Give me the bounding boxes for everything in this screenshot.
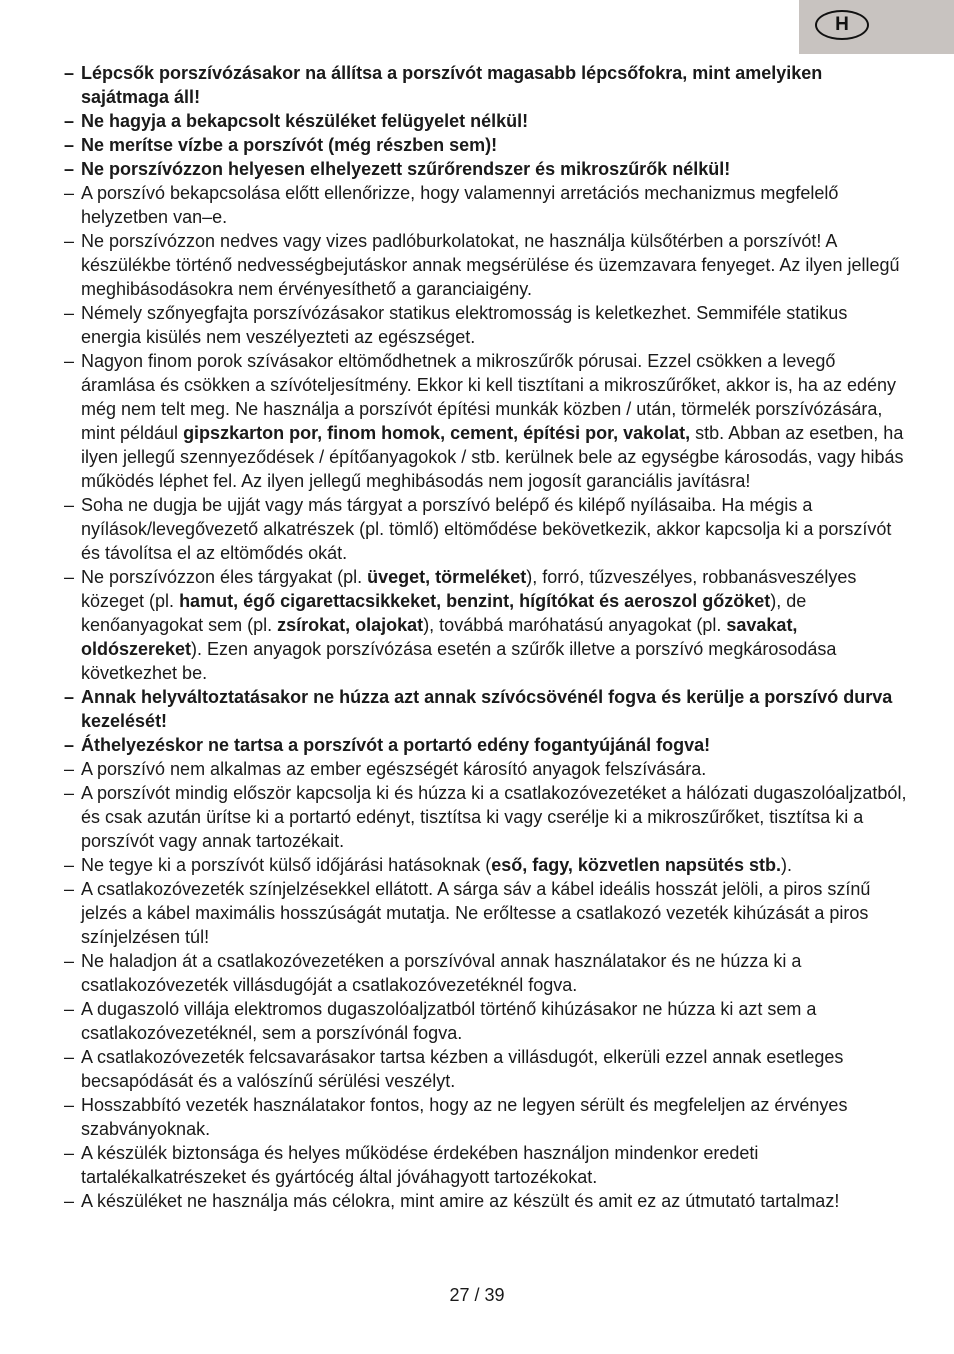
language-tab xyxy=(799,0,954,54)
list-dash: – xyxy=(64,759,75,779)
list-dash: – xyxy=(64,855,75,875)
list-item xyxy=(64,781,912,853)
list-dash: – xyxy=(64,1191,75,1211)
list-item-emphasis: Áthelyezéskor ne tartsa a porszívót a portartó edény fogantyújánál fogva! xyxy=(81,735,711,755)
list-item-text: ), továbbá maróhatású anyagokat (pl. xyxy=(423,615,727,635)
list-item-emphasis: gipszkarton por, finom homok, cement, építési por, vakolat, xyxy=(183,423,691,443)
list-dash: – xyxy=(64,1143,75,1163)
list-item xyxy=(64,853,912,877)
list-item xyxy=(64,109,912,133)
list-item-text: A készüléket ne használja más célokra, mint amire az készült és amit ez az útmutató tartalmaz! xyxy=(81,1191,840,1211)
list-item-text: Soha ne dugja be ujját vagy más tárgyat a porszívó belépő és kilépő nyílásaiba. Ha mégis a nyílások/levegővezető alkatrészek (pl. tömlő) eltömődése bekövetkezik, akkor kapcsolja ki a porszívót és távolítsa el az eltömődés okát. xyxy=(81,495,892,563)
list-dash: – xyxy=(64,111,75,131)
list-dash: – xyxy=(64,951,75,971)
list-dash: – xyxy=(64,783,75,803)
list-item-emphasis: Ne merítse vízbe a porszívót (még részben sem)! xyxy=(81,135,498,155)
list-item xyxy=(64,493,912,565)
list-item xyxy=(64,685,912,733)
list-dash: – xyxy=(64,999,75,1019)
list-item xyxy=(64,757,912,781)
list-item-emphasis: üveget, törmeléket xyxy=(367,567,527,587)
list-item xyxy=(64,997,912,1045)
list-item xyxy=(64,565,912,685)
list-item-text: A dugaszoló villája elektromos dugaszolóaljzatból történő kihúzásakor ne húzza ki azt sem a csatlakozóvezetéknél, sem a porszívónál fogva. xyxy=(81,999,817,1043)
language-badge: H xyxy=(815,10,869,40)
list-dash: – xyxy=(64,159,75,179)
list-item xyxy=(64,133,912,157)
list-item-emphasis: hamut, égő cigarettacsikkeket, benzint, hígítókat és aeroszol gőzöket xyxy=(179,591,771,611)
list-dash: – xyxy=(64,231,75,251)
list-item-text: A készülék biztonsága és helyes működése érdekében használjon mindenkor eredeti tartalékalkatrészeket és gyártócég által jóváhagyott tartozékokat. xyxy=(81,1143,759,1187)
list-dash: – xyxy=(64,351,75,371)
list-item xyxy=(64,733,912,757)
list-item-text: ), de kenőanyagokat sem (pl. xyxy=(81,591,807,635)
list-item xyxy=(64,1093,912,1141)
list-dash: – xyxy=(64,567,75,587)
list-item-text: ). xyxy=(780,855,792,875)
list-dash: – xyxy=(64,1095,75,1115)
list-item-text: Ne porszívózzon nedves vagy vizes padlóburkolatokat, ne használja külsőtérben a porszívót! A készülékbe történő nedvességbejutáskor annak megsérülése és üzemzavara fenyeget. Az ilyen jellegű meghibásodásokra nem érvényesíthető a garanciaigény. xyxy=(81,231,900,299)
list-item xyxy=(64,181,912,229)
safety-instructions-list xyxy=(64,61,912,1213)
list-dash: – xyxy=(64,135,75,155)
list-item-text: Hosszabbító vezeték használatakor fontos, hogy az ne legyen sérült és megfeleljen az érvényes szabványoknak. xyxy=(81,1095,848,1139)
list-item-text: ). Ezen anyagok porszívózása esetén a szűrők illetve a porszívó megkárosodása következhet be. xyxy=(81,639,837,683)
list-item xyxy=(64,301,912,349)
list-item xyxy=(64,1141,912,1189)
list-dash: – xyxy=(64,183,75,203)
list-item-text: ), forró, tűzveszélyes, robbanásveszélyes közeget (pl. xyxy=(81,567,857,611)
list-dash: – xyxy=(64,879,75,899)
list-item xyxy=(64,349,912,493)
list-item-text: Ne haladjon át a csatlakozóvezetéken a porszívóval annak használatakor és ne húzza ki a csatlakozóvezeték villásdugóját a csatlakozóvezetéknél fogva. xyxy=(81,951,802,995)
list-item-emphasis: Annak helyváltoztatásakor ne húzza azt annak szívócsövénél fogva és kerülje a porszívó durva kezelését! xyxy=(81,687,893,731)
list-item-text: A porszívót mindig először kapcsolja ki és húzza ki a csatlakozóvezetéket a hálózati dugaszolóaljzatból, és csak azután ürítse ki a portartó edényt, tisztítsa ki vagy cserélje ki a mikroszűrőket, tisztítsa ki a porszívót vagy annak tartozékait. xyxy=(81,783,907,851)
list-item-text: A csatlakozóvezeték színjelzésekkel ellátott. A sárga sáv a kábel ideális hosszát jelöli, a piros színű jelzés a kábel maximális hosszúságát mutatja. Ne erőltesse a csatlakozó vezeték kihúzását a piros színjelzésen túl! xyxy=(81,879,871,947)
list-item-emphasis: zsírokat, olajokat xyxy=(277,615,424,635)
list-item-text: Némely szőnyegfajta porszívózásakor statikus elektromosság is keletkezhet. Semmiféle statikus energia kisülés nem veszélyezteti az egészséget. xyxy=(81,303,848,347)
list-dash: – xyxy=(64,735,75,755)
list-item-emphasis: Lépcsők porszívózásakor na állítsa a porszívót magasabb lépcsőfokra, mint amelyiken sajátmaga áll! xyxy=(81,63,823,107)
list-item-text: A porszívó bekapcsolása előtt ellenőrizze, hogy valamennyi arretációs mechanizmus megfelelő helyzetben van–e. xyxy=(81,183,839,227)
list-dash: – xyxy=(64,303,75,323)
list-item-text: Ne tegye ki a porszívót külső időjárási hatásoknak ( xyxy=(81,855,492,875)
list-dash: – xyxy=(64,63,75,83)
list-dash: – xyxy=(64,1047,75,1067)
list-item-text: A csatlakozóvezeték felcsavarásakor tartsa kézben a villásdugót, elkerüli ezzel annak esetleges becsapódását és a valószínű sérülési veszélyt. xyxy=(81,1047,844,1091)
list-item xyxy=(64,1189,912,1213)
list-item xyxy=(64,877,912,949)
list-item-emphasis: eső, fagy, közvetlen napsütés stb. xyxy=(491,855,781,875)
list-item-text: Ne porszívózzon éles tárgyakat (pl. xyxy=(81,567,368,587)
list-item-text: stb. Abban az esetben, ha ilyen jellegű szennyeződések / építőanyagokok / stb. kerülnek bele az egységbe károsodás, vagy hibás működés léphet fel. Az ilyen jellegű meghibásodás nem jogosít garanciális javításra! xyxy=(81,423,904,491)
list-item-emphasis: savakat, oldószereket xyxy=(81,615,798,659)
list-item xyxy=(64,229,912,301)
list-item xyxy=(64,157,912,181)
page-number: 27 / 39 xyxy=(449,1285,505,1305)
list-dash: – xyxy=(64,687,75,707)
list-item-emphasis: Ne hagyja a bekapcsolt készüléket felügyelet nélkül! xyxy=(81,111,529,131)
list-item xyxy=(64,61,912,109)
list-item-emphasis: Ne porszívózzon helyesen elhelyezett szűrőrendszer és mikroszűrők nélkül! xyxy=(81,159,731,179)
list-item xyxy=(64,1045,912,1093)
list-item-text: Nagyon finom porok szívásakor eltömődhetnek a mikroszűrők pórusai. Ezzel csökken a levegő áramlása és csökken a szívóteljesítmény. Ekkor ki kell tisztítani a mikroszűrőket, akkor is, ha az edény még nem telt meg. Ne használja a porszívót építési munkák közben / után, törmelék porszívózására, mint például xyxy=(81,351,896,443)
list-item xyxy=(64,949,912,997)
list-item-text: A porszívó nem alkalmas az ember egészségét károsító anyagok felszívására. xyxy=(81,759,707,779)
list-dash: – xyxy=(64,495,75,515)
